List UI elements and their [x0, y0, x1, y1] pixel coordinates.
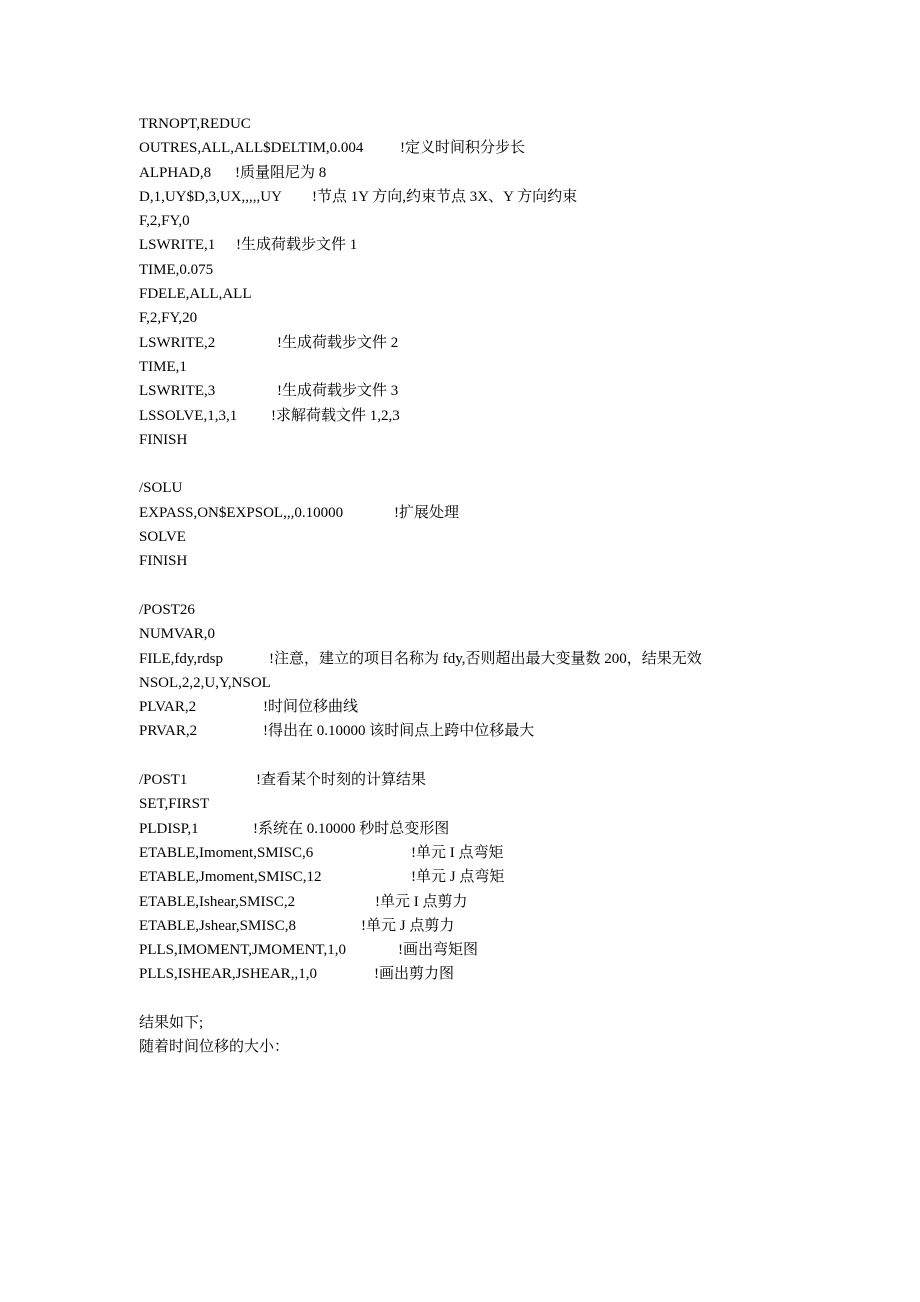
code-line	[139, 817, 879, 841]
code-line	[139, 938, 879, 962]
command-text: TRNOPT,REDUC	[139, 116, 251, 132]
code-line	[139, 1011, 879, 1035]
code-line	[139, 404, 879, 428]
command-text: LSWRITE,1	[139, 237, 216, 254]
code-line	[139, 549, 879, 573]
command-text: 结果如下;	[139, 1014, 204, 1031]
code-line	[139, 331, 879, 355]
code-line	[139, 185, 879, 209]
comment-text: !得出在 0.10000 该时间点上跨中位移最大	[263, 723, 535, 740]
comment-text: !求解荷载文件 1,2,3	[271, 407, 400, 424]
comment-text: !画出弯矩图	[398, 942, 478, 959]
command-text: TIME,1	[139, 358, 187, 375]
code-line	[139, 1035, 879, 1059]
command-text: EXPASS,ON$EXPSOL,,,0.10000	[139, 504, 344, 521]
command-text: ETABLE,Jmoment,SMISC,12	[139, 869, 322, 886]
command-text: /POST26	[139, 601, 195, 618]
code-line	[139, 355, 879, 379]
code-line	[139, 792, 879, 816]
comment-text: !单元 I 点弯矩	[411, 844, 504, 861]
code-line	[139, 695, 879, 719]
command-text: NUMVAR,0	[139, 626, 215, 643]
code-line	[139, 428, 879, 452]
code-line	[139, 865, 879, 889]
command-text: LSWRITE,2	[139, 334, 216, 351]
command-text: PLDISP,1	[139, 820, 199, 837]
code-line	[139, 647, 879, 671]
comment-text: !生成荷载步文件 1	[236, 237, 358, 254]
command-text: F,2,FY,0	[139, 213, 190, 230]
code-line	[139, 744, 879, 768]
comment-text: !生成荷载步文件 2	[277, 334, 399, 351]
command-text: FINISH	[139, 431, 188, 448]
command-text: ALPHAD,8	[139, 164, 212, 181]
code-line	[139, 161, 879, 185]
comment-text: !生成荷载步文件 3	[277, 383, 399, 400]
code-line	[139, 233, 879, 257]
command-text: SOLVE	[139, 529, 186, 546]
command-text: TIME,0.075	[139, 261, 214, 278]
command-text: PRVAR,2	[139, 723, 198, 740]
code-line	[139, 574, 879, 598]
command-text: LSWRITE,3	[139, 383, 216, 400]
code-line	[139, 841, 879, 865]
code-line	[139, 962, 879, 986]
comment-text: !时间位移曲线	[263, 699, 358, 716]
comment-text: !定义时间积分步长	[400, 140, 525, 157]
command-text: PLVAR,2	[139, 699, 197, 716]
command-text: FINISH	[139, 553, 188, 570]
command-text: NSOL,2,2,U,Y,NSOL	[139, 674, 271, 691]
comment-text: !单元 J 点弯矩	[411, 869, 505, 886]
command-text: FILE,fdy,rdsp	[139, 650, 224, 667]
code-line	[139, 501, 879, 525]
comment-text: !质量阻尼为 8	[235, 164, 327, 181]
code-line	[139, 622, 879, 646]
code-line	[139, 598, 879, 622]
command-text: ETABLE,Imoment,SMISC,6	[139, 844, 314, 861]
code-line	[139, 768, 879, 792]
code-line	[139, 209, 879, 233]
command-text: D,1,UY$D,3,UX,,,,,UY	[139, 188, 282, 205]
code-line	[139, 112, 879, 136]
comment-text: !节点 1Y 方向,约束节点 3X、Y 方向约束	[312, 188, 578, 205]
code-line	[139, 987, 879, 1011]
code-line	[139, 525, 879, 549]
command-text: PLLS,IMOMENT,JMOMENT,1,0	[139, 942, 346, 959]
comment-text: !画出剪力图	[374, 966, 454, 983]
comment-text: !单元 J 点剪力	[361, 917, 455, 934]
comment-text: !扩展处理	[394, 504, 459, 521]
code-line	[139, 914, 879, 938]
code-line	[139, 258, 879, 282]
command-text: ETABLE,Ishear,SMISC,2	[139, 893, 296, 910]
comment-text: !注意，建立的项目名称为 fdy,否则超出最大变量数 200，结果无效	[269, 650, 702, 667]
code-line	[139, 306, 879, 330]
command-text: F,2,FY,20	[139, 310, 198, 327]
comment-text: !系统在 0.10000 秒时总变形图	[253, 820, 450, 837]
code-line	[139, 476, 879, 500]
command-text: FDELE,ALL,ALL	[139, 286, 252, 303]
command-text: PLLS,ISHEAR,JSHEAR,,1,0	[139, 966, 317, 983]
code-line	[139, 719, 879, 743]
command-text: OUTRES,ALL,ALL$DELTIM,0.004	[139, 140, 364, 157]
command-text: 随着时间位移的大小：	[139, 1039, 290, 1056]
code-line	[139, 890, 879, 914]
code-line	[139, 282, 879, 306]
code-line	[139, 671, 879, 695]
code-line	[139, 136, 879, 160]
code-line	[139, 379, 879, 403]
command-text: /SOLU	[139, 480, 183, 497]
command-text: SET,FIRST	[139, 796, 210, 813]
command-text: /POST1	[139, 772, 188, 789]
command-text: ETABLE,Jshear,SMISC,8	[139, 917, 296, 934]
code-line	[139, 452, 879, 476]
comment-text: !单元 I 点剪力	[375, 893, 468, 910]
code-listing	[139, 112, 879, 1060]
command-text: LSSOLVE,1,3,1	[139, 407, 238, 424]
comment-text: !查看某个时刻的计算结果	[256, 772, 426, 789]
